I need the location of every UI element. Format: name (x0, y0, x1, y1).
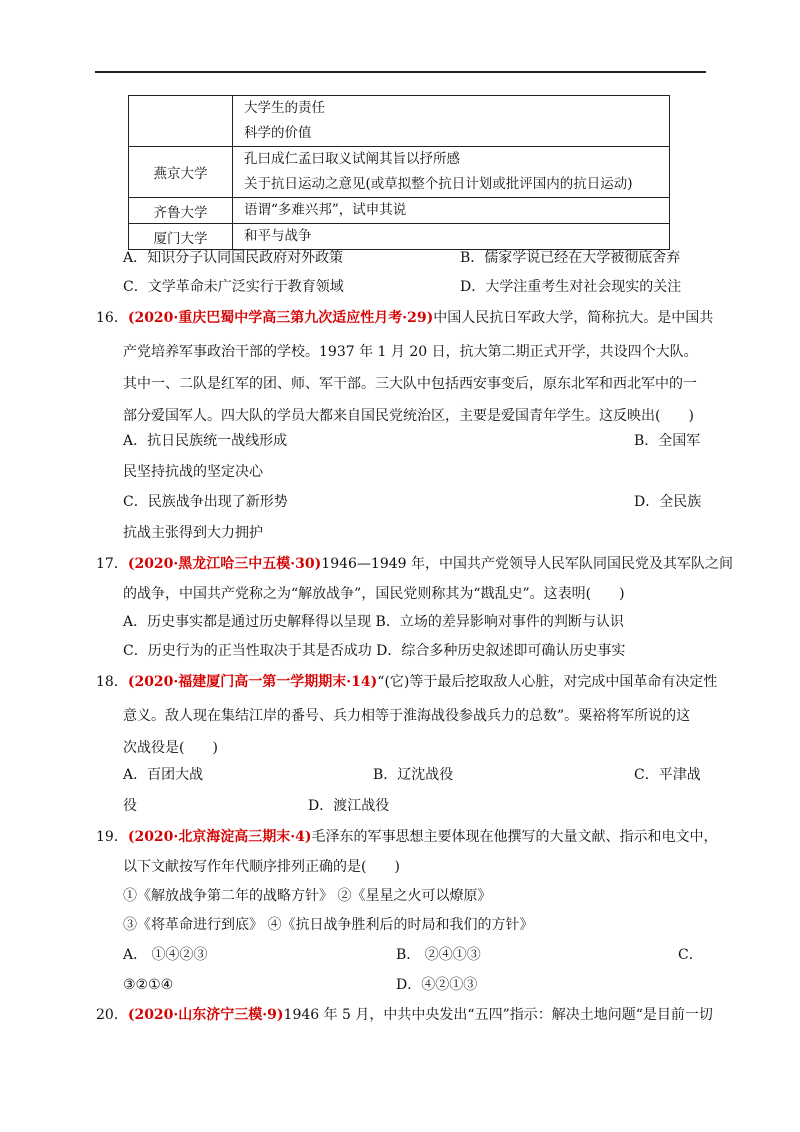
q18-option-c-cont: 役 (123, 798, 137, 814)
question-source: (2020·黑龙江哈三中五模·30) (127, 556, 322, 572)
essay-topic: 大学生的责任 (244, 100, 325, 116)
question-text: 毛泽东的军事思想主要体现在他撰写的大量文献、指示和电文中， (311, 829, 718, 845)
question-text: “(它)等于最后挖取敌人心脏，对完成中国革命有决定性 (377, 674, 718, 690)
q19-option-c-cont: ③②①④ (123, 977, 174, 993)
question-source: (2020·重庆巴蜀中学高三第九次适应性月考·29) (127, 310, 434, 326)
essay-topics (233, 96, 670, 147)
question-17 (96, 549, 733, 579)
q16-option-b-cont: 民坚持抗战的坚定决心 (123, 464, 263, 480)
question-source: (2020·福建厦门高一第一学期期末·14) (127, 674, 378, 690)
essay-topic: 科学的价值 (244, 125, 312, 141)
q19-option-b: B． ②④①③ (396, 947, 481, 963)
question-text: ③《将革命进行到底》 ④《抗日战争胜利后的时局和我们的方针》 (123, 917, 534, 933)
question-text: 产党培养军事政治干部的学校。1937 年 1 月 20 日，抗大第二期正式开学，共设四个大队。 (123, 344, 698, 360)
essay-topic: 语谓“多难兴邦”，试申其说 (244, 202, 407, 218)
table-row (129, 198, 670, 224)
q16-option-b: B．全国军 (634, 433, 701, 449)
question-source: (2020·北京海淀高三期末·4) (127, 829, 312, 845)
university-name: 厦门大学 (129, 224, 233, 250)
table-row (129, 96, 670, 147)
table-row (129, 147, 670, 198)
question-text: 1946 年 5 月，中共中央发出“五四”指示：解决土地问题“是目前一切 (283, 1007, 713, 1023)
q16-option-d: D．全民族 (634, 494, 702, 510)
q15-option-d: D．大学注重考生对社会现实的关注 (460, 279, 682, 295)
q18-option-a: A．百团大战 (123, 767, 204, 783)
question-19 (96, 822, 718, 852)
q18-option-c: C．平津战 (634, 767, 701, 783)
question-text: 部分爱国军人。四大队的学员大都来自国民党统治区，主要是爱国青年学生。这反映出( ) (123, 408, 694, 424)
q18-option-b: B．辽沈战役 (373, 767, 454, 783)
q15-option-b: B．儒家学说已经在大学被彻底舍弃 (460, 250, 681, 266)
question-text: 其中一、二队是红军的团、师、军干部。三大队中包括西安事变后，原东北军和西北军中的一 (123, 376, 697, 392)
question-20 (96, 1000, 713, 1030)
q15-option-c: C．文学革命未广泛实行于教育领域 (123, 279, 344, 295)
q16-option-a: A．抗日民族统一战线形成 (123, 433, 288, 449)
essay-topic: 关于抗日运动之意见(或草拟整个抗日计划或批评国内的抗日运动) (244, 176, 633, 192)
q16-option-d-cont: 抗战主张得到大力拥护 (123, 525, 263, 541)
question-number: 17． (96, 556, 128, 572)
q18-option-d: D．渡江战役 (308, 798, 390, 814)
question-text: 意义。敌人现在集结江岸的番号、兵力相等于淮海战役参战兵力的总数”。粟裕将军所说的这 (123, 708, 691, 724)
question-text: 中国人民抗日军政大学，简称抗大。是中国共 (433, 310, 714, 326)
question-text: 以下文献按写作年代顺序排列正确的是( ) (123, 859, 400, 875)
q19-option-a: A． ①④②③ (123, 947, 208, 963)
question-number: 18． (96, 674, 128, 690)
essay-topic: 孔曰成仁孟曰取义试阐其旨以抒所感 (244, 151, 460, 167)
header-rule (95, 71, 706, 73)
q17-options-ab: A．历史事实都是通过历史解释得以呈现 B．立场的差异影响对事件的判断与认识 (123, 614, 624, 630)
q16-option-c: C．民族战争出现了新形势 (123, 494, 288, 510)
question-number: 20． (96, 1007, 128, 1023)
q19-option-c: C． (678, 947, 703, 963)
essay-topics (233, 147, 670, 198)
question-number: 19． (96, 829, 128, 845)
question-source: (2020·山东济宁三模·9) (127, 1007, 284, 1023)
question-18 (96, 667, 717, 697)
university-name: 燕京大学 (129, 147, 233, 198)
exam-topic-table (128, 95, 670, 250)
q15-option-a: A．知识分子认同国民政府对外政策 (123, 250, 344, 266)
university-name: 齐鲁大学 (129, 198, 233, 224)
question-text: 的战争，中国共产党称之为“解放战争”，国民党则称其为“戡乱史”。这表明( ) (123, 586, 625, 602)
question-text: ①《解放战争第二年的战略方针》 ②《星星之火可以燎原》 (123, 888, 492, 904)
essay-topic: 和平与战争 (244, 228, 312, 244)
q19-option-d: D．④②①③ (396, 977, 478, 993)
university-name (129, 96, 233, 147)
essay-topics (233, 198, 670, 224)
question-number: 16． (96, 310, 128, 326)
question-16 (96, 303, 713, 333)
q17-options-cd: C．历史行为的正当性取决于其是否成功 D．综合多种历史叙述即可确认历史事实 (123, 643, 626, 659)
question-text: 1946—1949 年，中国共产党领导人民军队同国民党及其军队之间 (321, 556, 733, 572)
question-text: 次战役是( ) (123, 740, 218, 756)
